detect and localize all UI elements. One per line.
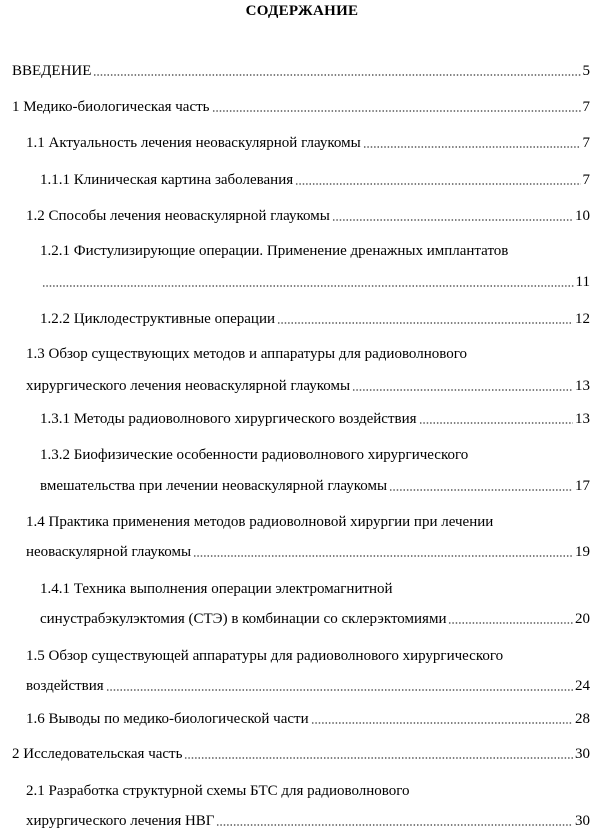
toc-entry-section-1-3-line1[interactable]: 1.3 Обзор существующих методов и аппаратуры для радиоволнового — [26, 346, 467, 362]
toc-entry-text: неоваскулярной глаукомы — [26, 544, 192, 560]
toc-page-number: 19 — [575, 544, 590, 560]
toc-page-number: 7 — [582, 99, 590, 115]
toc-entry-section-1-1-1[interactable] — [40, 167, 590, 189]
toc-leader-dots — [419, 421, 573, 425]
toc-leader-dots — [352, 388, 573, 392]
toc-page-number: 20 — [575, 611, 590, 627]
toc-entry-section-1-4-1[interactable] — [40, 606, 590, 628]
toc-leader-dots — [93, 73, 580, 77]
toc-entry-text: 1.2 Способы лечения неоваскулярной глаукомы — [26, 208, 330, 224]
toc-page-number: 11 — [575, 274, 590, 290]
toc-page-number: 24 — [575, 678, 590, 694]
toc-entry-text: 1.1.1 Клиническая картина заболевания — [40, 172, 294, 188]
toc-page-number: 17 — [575, 478, 590, 494]
toc-entry-intro[interactable] — [12, 58, 590, 80]
toc-leader-dots — [363, 145, 581, 149]
toc-entry-section-1-4-line1[interactable]: 1.4 Практика применения методов радиоволновой хирургии при лечении — [26, 514, 494, 530]
toc-entry-section-1-2[interactable] — [26, 203, 590, 225]
toc-entry-section-1-5[interactable] — [26, 673, 590, 695]
toc-entry-text: воздействия — [26, 678, 104, 694]
toc-entry-section-1-3[interactable] — [26, 373, 590, 395]
toc-page-number: 12 — [575, 311, 590, 327]
toc-entry-text: ВВЕДЕНИЕ — [12, 63, 92, 79]
toc-entry-section-2[interactable] — [12, 741, 590, 763]
toc-entry-text: 1.1 Актуальность лечения неоваскулярной глаукомы — [26, 135, 361, 151]
toc-leader-dots — [212, 109, 581, 113]
toc-entry-section-1-1[interactable] — [26, 130, 590, 152]
toc-leader-dots — [106, 688, 573, 692]
toc-entry-text: хирургического лечения неоваскулярной глаукомы — [26, 378, 351, 394]
toc-leader-dots — [448, 621, 573, 625]
toc-entry-text: синустрабэкулэктомия (СТЭ) в комбинации со склерэктомиями — [40, 611, 447, 627]
toc-page-number: 7 — [582, 172, 590, 188]
toc-leader-dots — [311, 721, 573, 725]
toc-entry-section-1-4[interactable] — [26, 539, 590, 561]
toc-entry-text: 1.3.1 Методы радиоволнового хирургического воздействия — [40, 411, 417, 427]
toc-entry-section-1[interactable] — [12, 94, 590, 116]
toc-page-number: 30 — [575, 813, 590, 829]
toc-entry-text: вмешательства при лечении неоваскулярной глаукомы — [40, 478, 388, 494]
toc-entry-section-1-2-2[interactable] — [40, 306, 590, 328]
toc-page-number: 10 — [575, 208, 590, 224]
toc-entry-text: 1 Медико-биологическая часть — [12, 99, 210, 115]
toc-page-number: 7 — [582, 135, 590, 151]
toc-page-number: 13 — [575, 378, 590, 394]
toc-entry-section-2-1[interactable] — [26, 808, 590, 830]
toc-page-number: 28 — [575, 711, 590, 727]
toc-leader-dots — [42, 284, 574, 288]
toc-entry-section-1-4-1-line1[interactable]: 1.4.1 Техника выполнения операции электромагнитной — [40, 581, 393, 597]
toc-leader-dots — [216, 823, 573, 827]
toc-leader-dots — [389, 488, 573, 492]
toc-page-number: 13 — [575, 411, 590, 427]
toc-entry-section-1-5-line1[interactable]: 1.5 Обзор существующей аппаратуры для радиоволнового хирургического — [26, 648, 504, 664]
toc-page-number: 30 — [575, 746, 590, 762]
toc-entry-text: 1.2.2 Циклодеструктивные операции — [40, 311, 276, 327]
toc-entry-section-1-6[interactable] — [26, 706, 590, 728]
toc-entry-section-1-3-2-line1[interactable]: 1.3.2 Биофизические особенности радиоволнового хирургического — [40, 447, 469, 463]
toc-leader-dots — [193, 554, 573, 558]
toc-leader-dots — [277, 321, 573, 325]
toc-entry-section-1-3-2[interactable] — [40, 473, 590, 495]
toc-leader-dots — [332, 218, 573, 222]
toc-leader-dots — [295, 182, 580, 186]
toc-entry-section-2-1-line1[interactable]: 2.1 Разработка структурной схемы БТС для радиоволнового — [26, 783, 410, 799]
toc-entry-section-1-2-1-line1[interactable]: 1.2.1 Фистулизирующие операции. Применение дренажных имплантатов — [40, 243, 509, 259]
toc-entry-text: 2 Исследовательская часть — [12, 746, 183, 762]
toc-entry-text: 1.6 Выводы по медико-биологической части — [26, 711, 309, 727]
toc-leader-dots — [184, 756, 573, 760]
toc-entry-section-1-3-1[interactable] — [40, 406, 590, 428]
toc-entry-text: хирургического лечения НВГ — [26, 813, 215, 829]
toc-entry-section-1-2-1[interactable] — [40, 269, 590, 291]
toc-page-number: 5 — [582, 63, 590, 79]
page-title: СОДЕРЖАНИЕ — [245, 3, 359, 19]
